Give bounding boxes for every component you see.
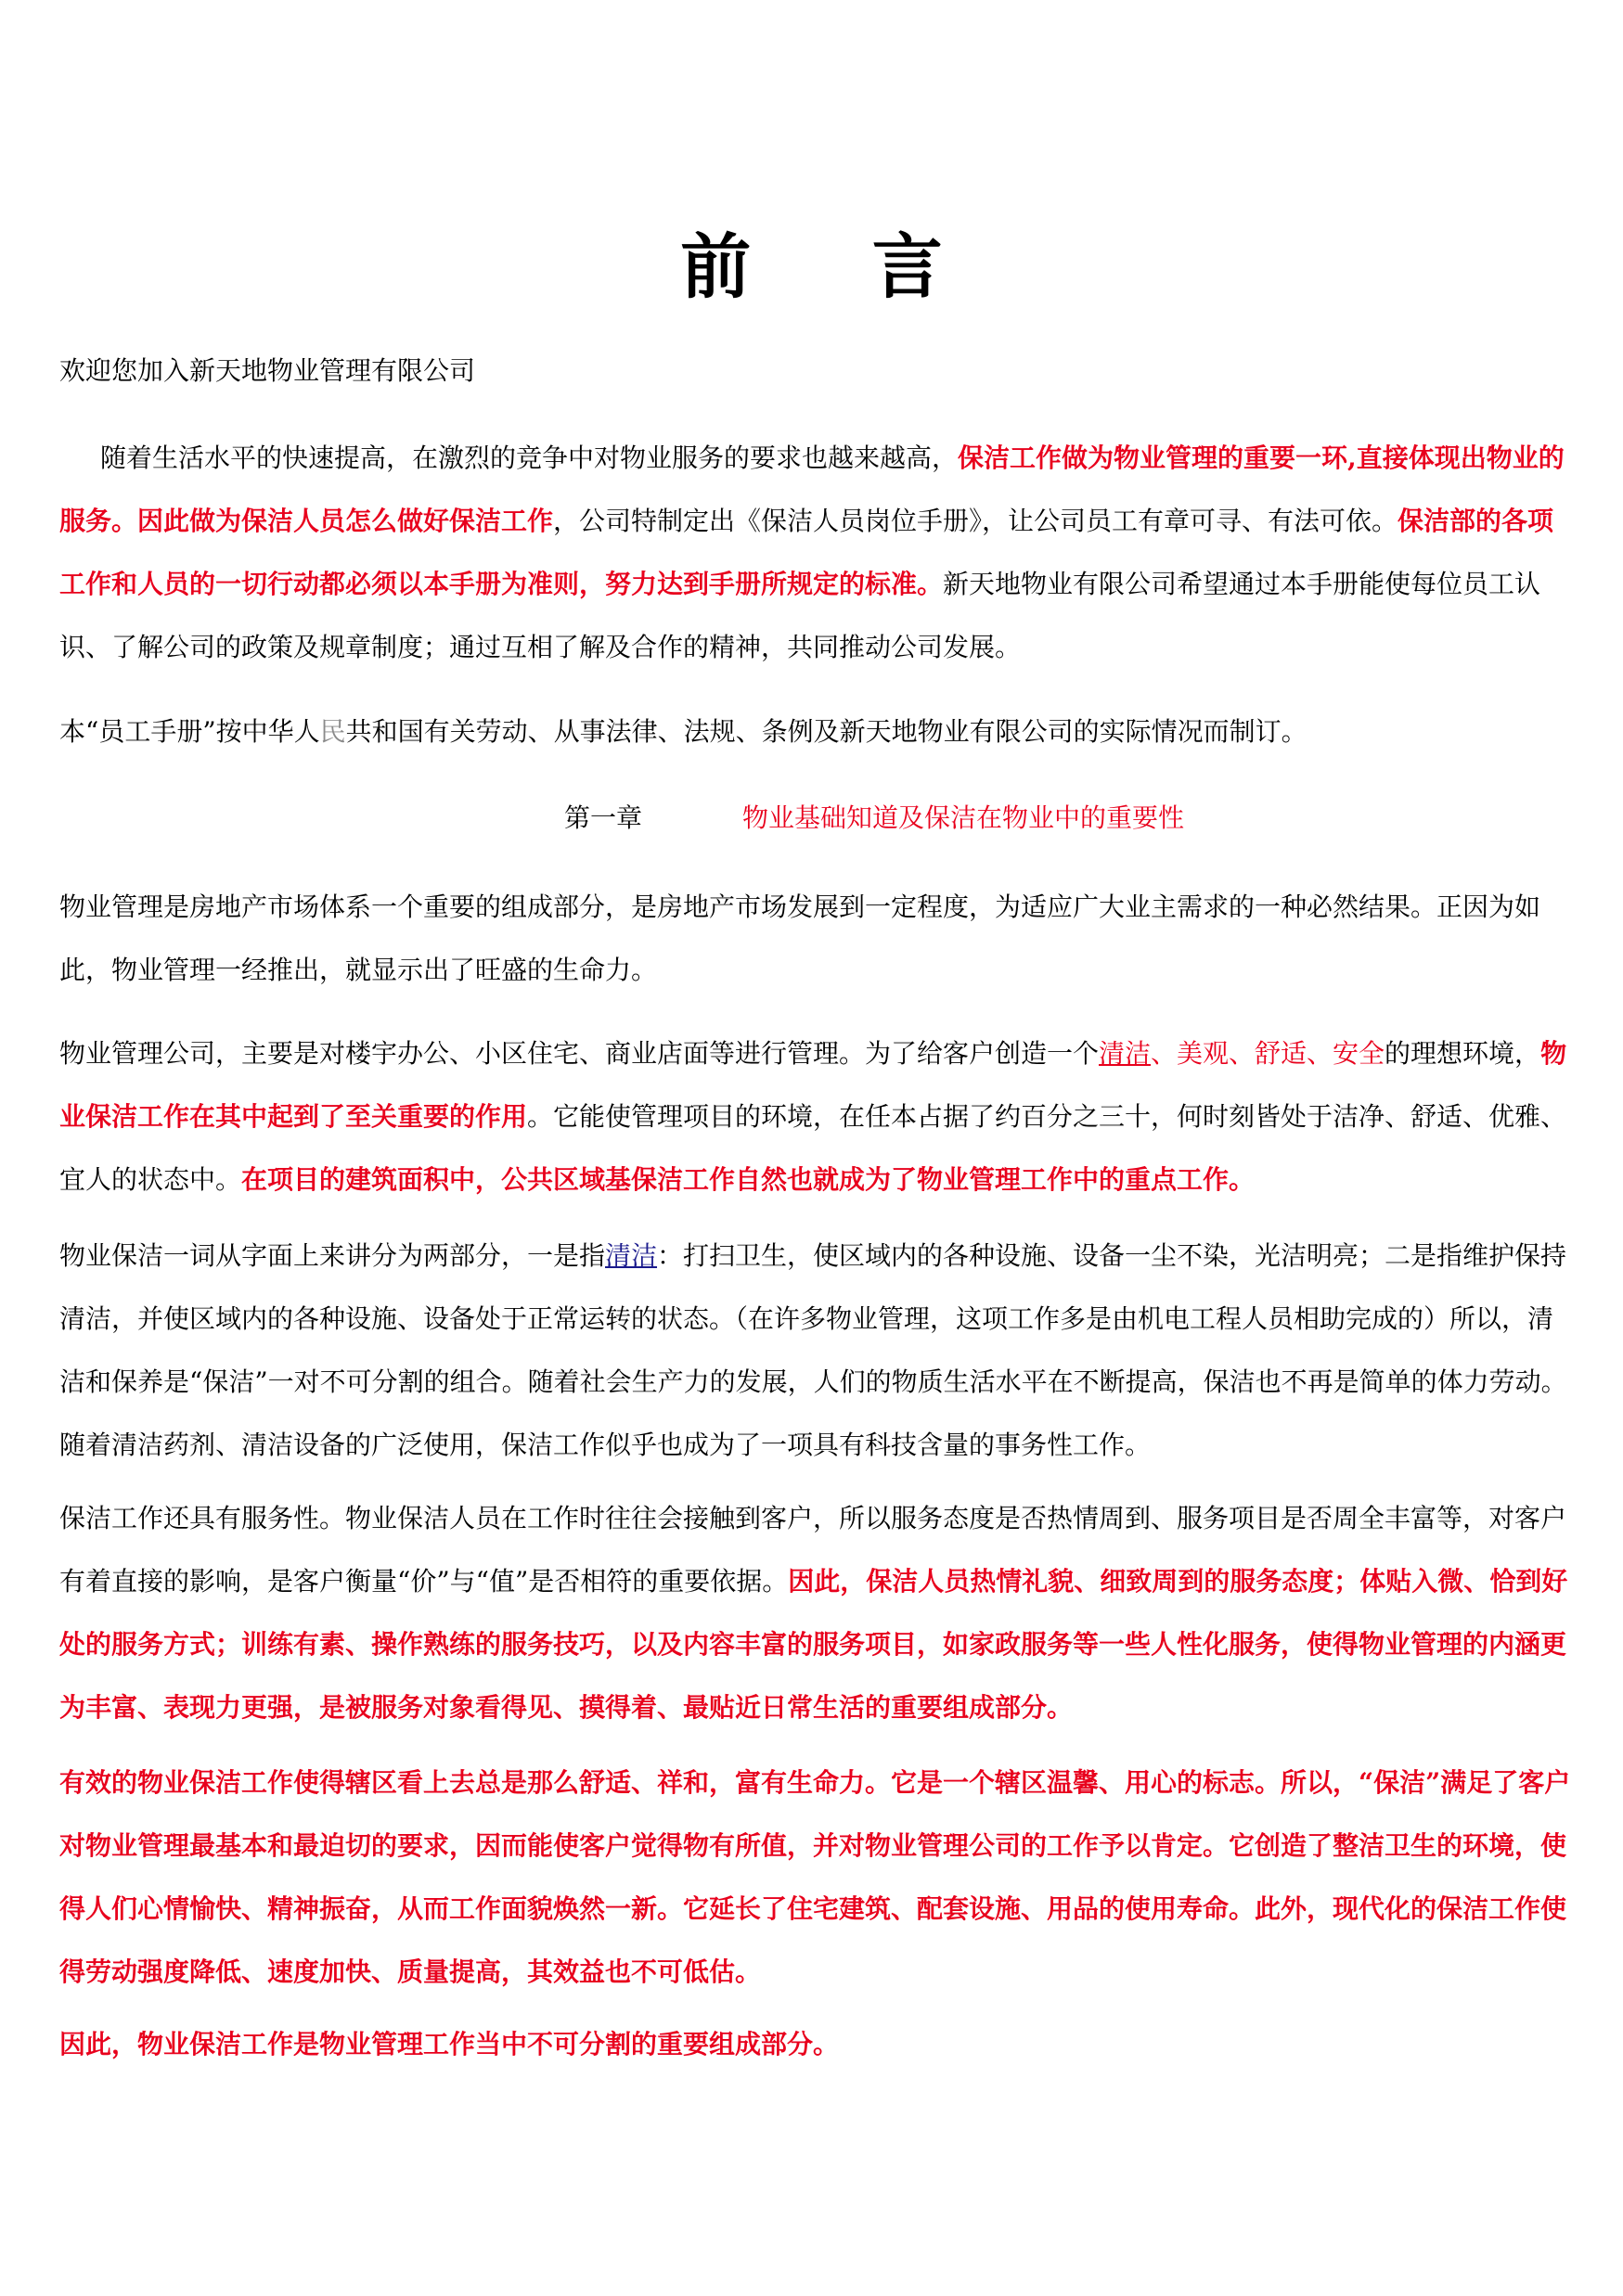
pmc-text-a: 物业管理公司，主要是对楼宇办公、小区住宅、商业店面等进行管理。为了给客户创造一个 xyxy=(59,1038,1100,1069)
handbook-basis-paragraph xyxy=(59,700,1572,763)
paragraph-cleaning-definition xyxy=(59,1225,1572,1477)
pcd-text-c: ：打扫卫生，使区域内的各种设施、设备一尘不染，光洁明亮；二是指维护保持清洁，并使区域内的各种设施、设备处于正常运转的状态。（在许多物业管理，这项工作多是由机电工程人员相助完成的）所以，清洁和保养是“保洁”一对不可分割的组合。随着社会生产力的发展，人们的物质生活水平在不断提高，保洁也不再是简单的体力劳动。随着清洁药剂、清洁设备的广泛使用，保洁工作似乎也成为了一项具有科技含量的事务性工作。 xyxy=(59,1240,1567,1460)
page-title: 前 言 xyxy=(680,225,991,308)
paragraph-cleaning-definition-text xyxy=(59,1225,1572,1477)
paragraph-property-management-text: 物业管理是房地产市场体系一个重要的组成部分，是房地产市场发展到一定程度，为适应广大业主需求的一种必然结果。正因为如此，物业管理一经推出，就显示出了旺盛的生命力。 xyxy=(59,891,1541,985)
chapter-name: 物业基础知道及保洁在物业中的重要性 xyxy=(742,802,1185,833)
chapter-number: 第一章 xyxy=(564,802,643,833)
paragraph-management-company xyxy=(59,1022,1572,1212)
psn-text-a: 保洁工作还具有服务性。物业保洁人员在工作时往往会接触到客户，所以服务态度是否热情周到、服务项目是否周全丰富等，对客户有着直接的影响，是客户衡量“价”与“值”是否相符的重要依据。 xyxy=(59,1503,1567,1597)
paragraph-conclusion xyxy=(59,2013,1572,2076)
paragraph-effective-cleaning-text: 有效的物业保洁工作使得辖区看上去总是那么舒适、祥和，富有生命力。它是一个辖区温馨、用心的标志。所以，“保洁”满足了客户对物业管理最基本和最迫切的要求，因而能使客户觉得物有所值，并对物业管理公司的工作予以肯定。它创造了整洁卫生的环境，使得人们心情愉快、精神振奋，从而工作面貌焕然一新。它延长了住宅建筑、配套设施、用品的使用寿命。此外，现代化的保洁工作使得劳动强度降低、速度加快、质量提高，其效益也不可低估。 xyxy=(59,1767,1571,1987)
handbook-basis-a: 本“员工手册”按中华人 xyxy=(59,716,320,747)
psn-highlight: 因此，保洁人员热情礼貌、细致周到的服务态度；体贴入微、恰到好处的服务方式；训练有素、操作熟练的服务技巧，以及内容丰富的服务项目，如家政服务等一些人性化服务，使得物业管理的内涵更为丰富、表现力更强，是被服务对象看得见、摸得着、最贴近日常生活的重要组成部分。 xyxy=(59,1566,1568,1723)
intro-paragraph xyxy=(59,427,1572,679)
intro-text xyxy=(59,427,1572,679)
pmc-highlight-key-work: 在项目的建筑面积中，公共区域基保洁工作自然也就成为了物业管理工作中的重点工作。 xyxy=(241,1164,1256,1195)
pmc-text-f: 。它能使管理项目的环境，在任本占据了约百分之三十，何时刻皆处于洁净、舒适、优雅、宜人的状态中。 xyxy=(59,1101,1567,1195)
welcome-text: 欢迎您加入新天地物业管理有限公司 xyxy=(59,355,476,386)
intro-text-e: 新天地物业有限公司希望通过本手册能使每位员工认识、了解公司的政策及规章制度；通过互相了解及合作的精神，共同推动公司发展。 xyxy=(59,569,1541,662)
intro-text-highlight-1: 保洁工作做为物业管理的重要一环,直接体现出物业的服务。因此做为保洁人员怎么做好保洁工作 xyxy=(59,443,1565,536)
paragraph-effective-cleaning xyxy=(59,1751,1572,2004)
pmc-text-red: 、美观、舒适、安全 xyxy=(1151,1038,1385,1069)
paragraph-service-nature-text xyxy=(59,1487,1572,1739)
paragraph-property-management xyxy=(59,876,1572,1002)
handbook-basis-c: 共和国有关劳动、从事法律、法规、条例及新天地物业有限公司的实际情况而制订。 xyxy=(345,716,1307,747)
handbook-basis-gray: 民 xyxy=(319,716,346,747)
intro-text-highlight-2: 保洁部的各项工作和人员的一切行动都必须以本手册为准则，努力达到手册所规定的标准。 xyxy=(59,506,1554,599)
handbook-basis-text xyxy=(59,700,1572,763)
pcd-text-a: 物业保洁一词从字面上来讲分为两部分，一是指 xyxy=(59,1240,606,1271)
welcome-line xyxy=(59,340,1572,403)
pmc-text-d: 的理想环境， xyxy=(1385,1038,1541,1069)
paragraph-service-nature xyxy=(59,1487,1572,1739)
pcd-link-clean[interactable]: 清洁 xyxy=(605,1240,658,1271)
intro-text-c: ，公司特制定出《保洁人员岗位手册》，让公司员工有章可寻、有法可依。 xyxy=(553,506,1398,536)
pmc-link-clean[interactable]: 清洁 xyxy=(1099,1038,1152,1069)
paragraph-management-company-text xyxy=(59,1022,1572,1212)
paragraph-conclusion-text: 因此，物业保洁工作是物业管理工作当中不可分割的重要组成部分。 xyxy=(59,2029,840,2059)
intro-text-a: 随着生活水平的快速提高，在激烈的竞争中对物业服务的要求也越来越高， xyxy=(100,443,959,473)
pmc-highlight-role: 物业保洁工作在其中起到了至关重要的作用 xyxy=(59,1038,1567,1132)
